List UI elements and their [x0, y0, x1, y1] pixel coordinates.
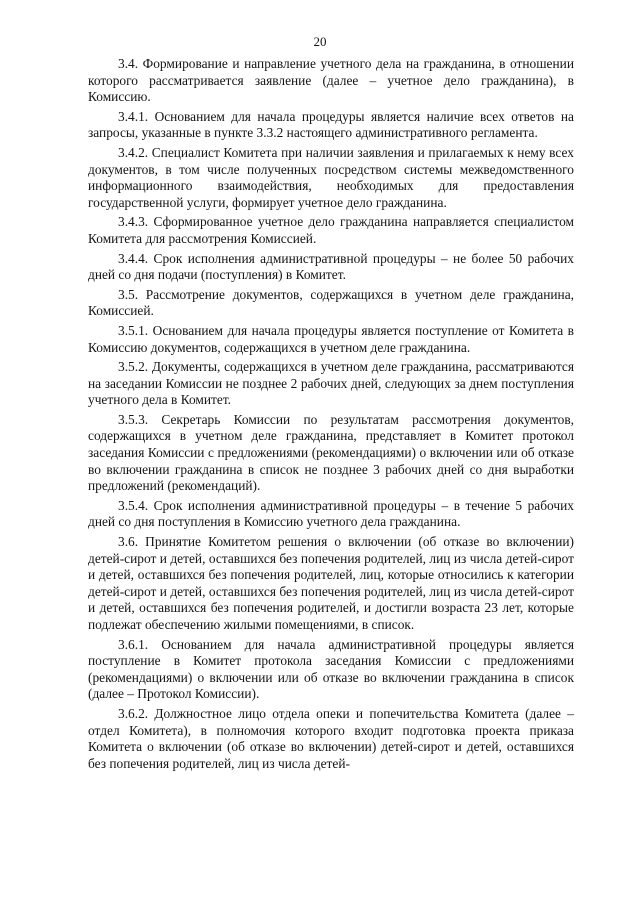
paragraph-3-5-2: 3.5.2. Документы, содержащихся в учетном деле гражданина, рассматриваются на заседании Комиссии не позднее 2 рабочих дней, следующих за днем поступления учетного дела в Комитет. — [88, 359, 574, 408]
paragraph-3-4-4: 3.4.4. Срок исполнения административной процедуры – не более 50 рабочих дней со дня подачи (поступления) в Комитет. — [88, 250, 574, 283]
paragraph-3-5-1: 3.5.1. Основанием для начала процедуры является поступление от Комитета в Комиссию документов, содержащихся в учетном деле гражданина. — [88, 322, 574, 355]
paragraph-3-6-2: 3.6.2. Должностное лицо отдела опеки и попечительства Комитета (далее – отдел Комитета), в полномочия которого входит подготовка проекта приказа Комитета о включении (об отказе во включении) детей-сирот и детей, оставшихся без попечения родителей, лиц из числа детей- — [88, 705, 574, 771]
paragraph-3-4: 3.4. Формирование и направление учетного дела на гражданина, в отношении которого рассматривается заявление (далее – учетное дело гражданина), в Комиссию. — [88, 56, 574, 105]
paragraph-3-6: 3.6. Принятие Комитетом решения о включении (об отказе во включении) детей-сирот и детей, оставшихся без попечения родителей, лиц из числа детей-сирот и детей, оставшихся без попечения родителей, лиц, которые относились к категории детей-сирот и детей, оставшихся без попечения родителей, лиц из числа детей-сирот и детей, оставшихся без попечения родителей, и достигли возраста 23 лет, которые подлежат обеспечению жилыми помещениями, в список. — [88, 534, 574, 632]
paragraph-3-6-1: 3.6.1. Основанием для начала административной процедуры является поступление в Комитет протокола заседания Комиссии с предложениями (рекомендациями) о включении или об отказе во включении гражданина в список (далее – Протокол Комиссии). — [88, 636, 574, 702]
paragraph-3-4-1: 3.4.1. Основанием для начала процедуры является наличие всех ответов на запросы, указанные в пункте 3.3.2 настоящего административного регламента. — [88, 108, 574, 141]
document-body — [88, 56, 574, 775]
paragraph-3-5-3: 3.5.3. Секретарь Комиссии по результатам рассмотрения документов, содержащихся в учетном деле гражданина, представляет в Комитет протокол заседания Комиссии с предложениями (рекомендациями) о включении или об отказе во включении гражданина в список не позднее 3 рабочих дней со дня выработки предложений (рекомендаций). — [88, 411, 574, 494]
paragraph-3-5: 3.5. Рассмотрение документов, содержащихся в учетном деле гражданина, Комиссией. — [88, 286, 574, 319]
paragraph-3-5-4: 3.5.4. Срок исполнения административной процедуры – в течение 5 рабочих дней со дня поступления в Комиссию учетного дела гражданина. — [88, 497, 574, 530]
paragraph-3-4-3: 3.4.3. Сформированное учетное дело гражданина направляется специалистом Комитета для рассмотрения Комиссией. — [88, 214, 574, 246]
page-number: 20 — [313, 34, 327, 49]
paragraph-3-4-2: 3.4.2. Специалист Комитета при наличии заявления и прилагаемых к нему всех документов, в том числе полученных посредством системы межведомственного информационного взаимодействия, необходимых для предоставления государственной услуги, формирует учетное дело гражданина. — [88, 144, 574, 210]
